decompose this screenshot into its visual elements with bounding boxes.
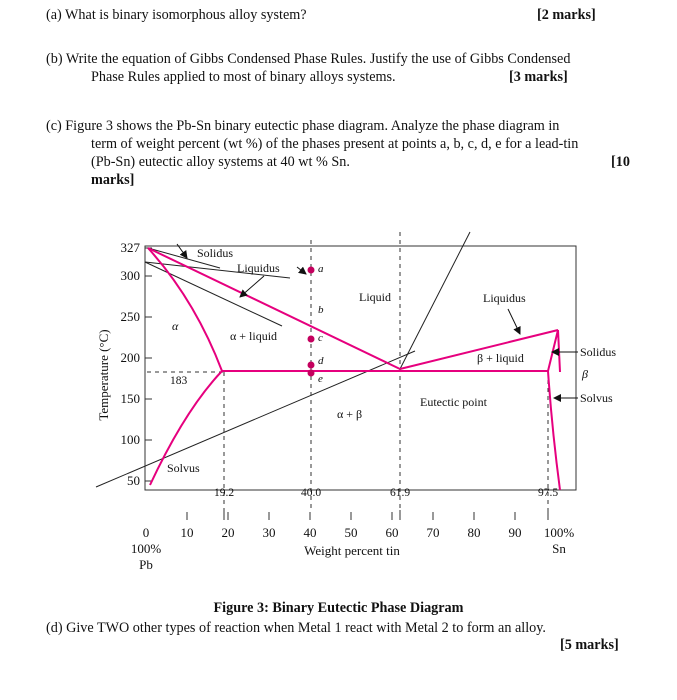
label-solidus-top: Solidus — [197, 246, 234, 260]
question-b-line1: (b) Write the equation of Gibbs Condensed Phase Rules. Justify the use of Gibbs Condensed — [46, 51, 571, 67]
y-tick-100: 100 — [120, 432, 140, 447]
x-tick-70: 70 — [426, 525, 440, 540]
question-d-marks: [5 marks] — [560, 637, 619, 653]
point-a-marker — [308, 267, 315, 274]
construction-lines — [96, 232, 470, 487]
y-tick-250: 250 — [120, 309, 140, 324]
question-a-text: (a) What is binary isomorphous alloy system? — [46, 7, 307, 23]
figure-caption: Figure 3: Binary Eutectic Phase Diagram — [213, 600, 464, 616]
x-tick-0: 0 — [142, 525, 150, 540]
question-b-line2: Phase Rules applied to most of binary alloys systems. — [91, 69, 396, 85]
point-b-label: b — [318, 304, 324, 316]
solidus-right — [548, 330, 560, 372]
question-d-text: (d) Give TWO other types of reaction when Metal 1 react with Metal 2 to form an alloy. — [46, 620, 546, 636]
label-liquidus-left: Liquidus — [237, 261, 280, 275]
comp-19-2: 19.2 — [213, 487, 235, 499]
x-tick-20: 20 — [221, 525, 235, 540]
point-e-label: e — [318, 373, 323, 385]
point-c-label: c — [318, 332, 323, 344]
label-liquid: Liquid — [359, 290, 391, 304]
plot-frame — [145, 246, 576, 490]
label-alpha-liquid: α + liquid — [230, 329, 278, 343]
point-a-label: a — [318, 263, 324, 275]
label-solidus-right: Solidus — [580, 345, 617, 359]
question-c-line2: term of weight percent (wt %) of the phases present at points a, b, c, d, e for a lead-tin — [91, 136, 579, 152]
question-c-line3: (Pb-Sn) eutectic alloy systems at 40 wt % Sn. — [91, 154, 350, 170]
y-tick-200: 200 — [120, 350, 140, 365]
phase-boundaries — [148, 248, 560, 490]
x-tick-90: 90 — [508, 525, 522, 540]
question-a-marks: [2 marks] — [537, 7, 596, 23]
question-c-line1: (c) Figure 3 shows the Pb-Sn binary eutectic phase diagram. Analyze the phase diagram in — [46, 118, 560, 134]
label-solvus-left: Solvus — [167, 461, 200, 475]
x-right-end-sn: Sn — [552, 541, 566, 556]
comp-97-5: 97.5 — [537, 487, 559, 499]
solvus-right — [548, 371, 560, 490]
label-alpha: α — [172, 319, 179, 333]
label-beta: β — [582, 367, 588, 381]
x-tick-100: 100% — [543, 525, 575, 540]
label-alpha-beta: α + β — [337, 407, 363, 421]
x-left-end-pct: 100% — [130, 541, 162, 556]
x-tick-marks — [187, 510, 548, 520]
x-axis-label: Weight percent tin — [304, 543, 400, 558]
label-eutectic-point: Eutectic point — [420, 395, 487, 409]
label-beta-liquid: β + liquid — [477, 351, 524, 365]
y-tick-300: 300 — [120, 268, 140, 283]
x-left-end-pb: Pb — [139, 557, 153, 572]
comp-61-9: 61.9 — [389, 487, 411, 499]
y-tick-150: 150 — [120, 391, 140, 406]
y-tick-marks — [145, 248, 152, 481]
point-e-marker — [308, 370, 315, 377]
x-tick-10: 10 — [180, 525, 194, 540]
label-solvus-right: Solvus — [580, 391, 613, 405]
y-tick-50: 50 — [127, 473, 140, 488]
y-tick-327: 327 — [120, 240, 140, 255]
question-c-marks-b: marks] — [91, 172, 135, 188]
x-tick-30: 30 — [262, 525, 276, 540]
x-tick-60: 60 — [385, 525, 399, 540]
x-tick-40: 40 — [303, 525, 317, 540]
x-tick-50: 50 — [344, 525, 358, 540]
question-c-marks-a: [10 — [611, 154, 630, 170]
x-tick-80: 80 — [467, 525, 481, 540]
point-c-marker — [308, 336, 315, 343]
point-d-marker — [308, 362, 315, 369]
label-liquidus-right: Liquidus — [483, 291, 526, 305]
question-b-marks: [3 marks] — [509, 69, 568, 85]
temp-183: 183 — [170, 375, 188, 387]
y-axis-label: Temperature (°C) — [96, 329, 111, 421]
comp-40-0: 40.0 — [300, 487, 322, 499]
point-d-label: d — [318, 355, 324, 367]
